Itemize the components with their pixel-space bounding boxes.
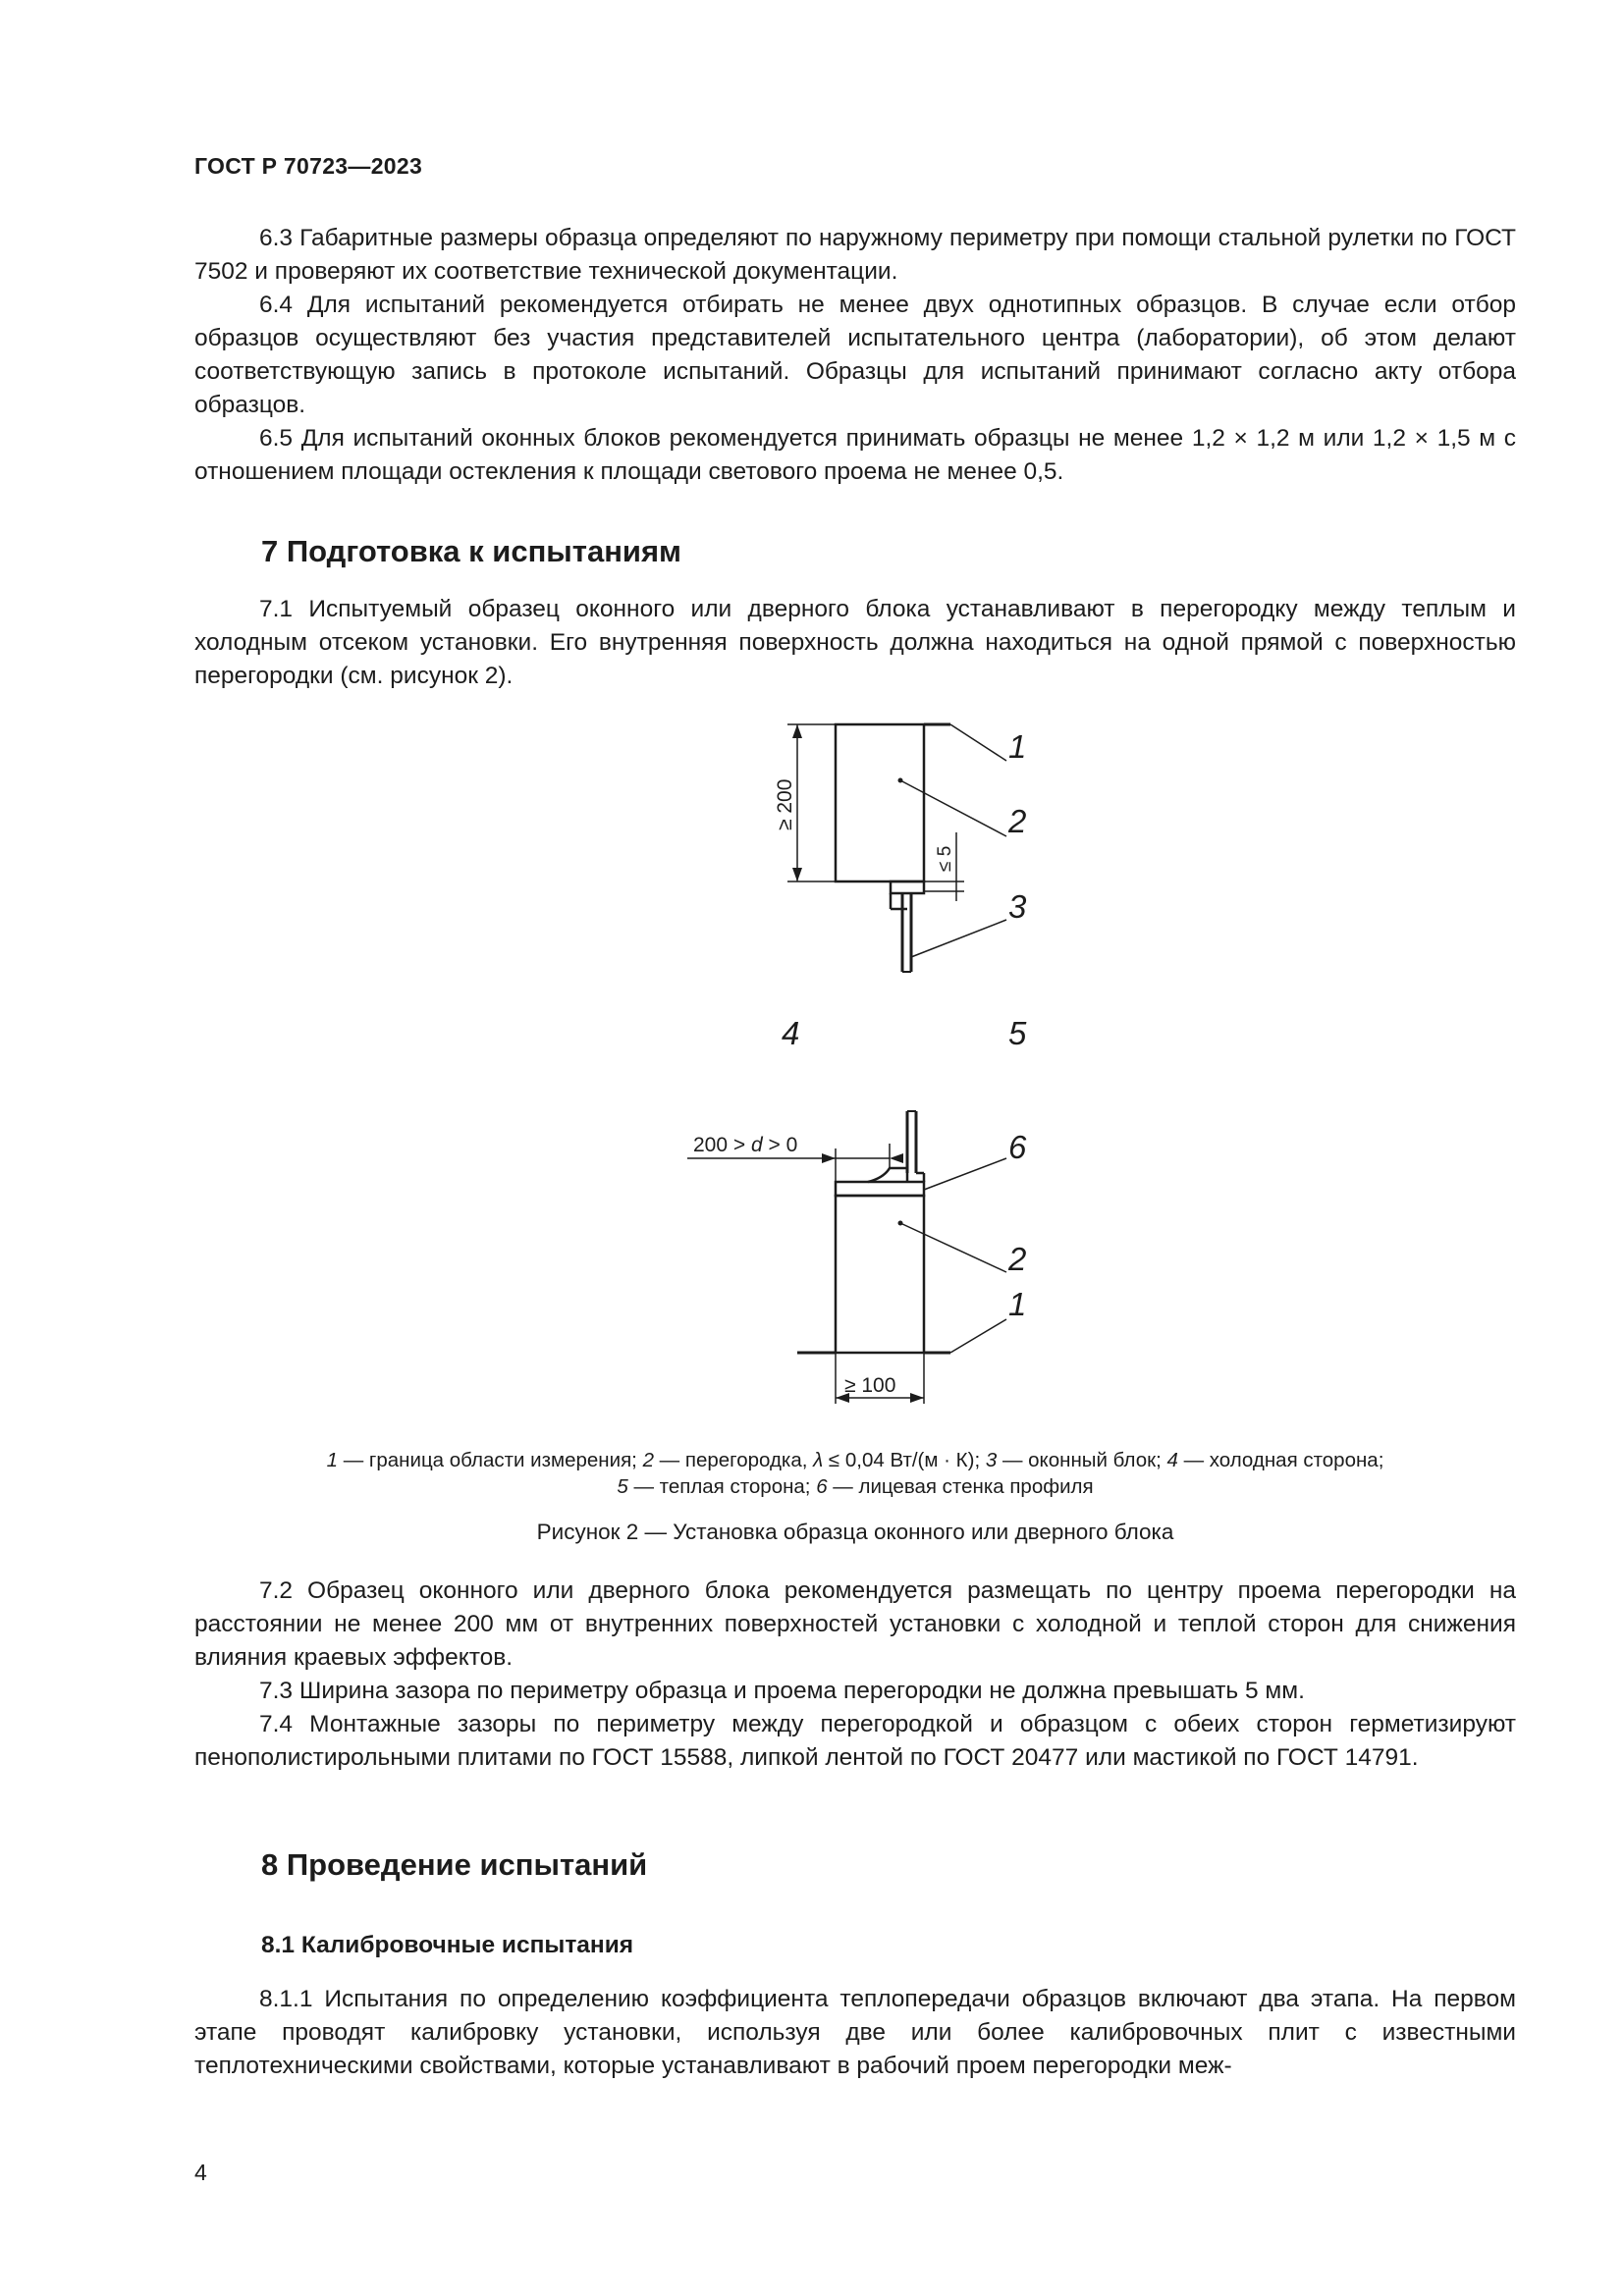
leader-6	[924, 1158, 1006, 1190]
leader-1-top	[950, 724, 1006, 761]
label-1-top: 1	[1008, 728, 1027, 765]
leader-1-bottom	[950, 1319, 1006, 1353]
label-6: 6	[1008, 1129, 1027, 1165]
page-number: 4	[194, 2160, 207, 2185]
label-1-bottom: 1	[1008, 1286, 1027, 1322]
label-4: 4	[782, 1015, 800, 1051]
paragraph-8-1-1: 8.1.1 Испытания по определению коэффициента теплопередачи образцов включают два этапа. На первом этапе проводят калибровку установки, используя две или более калибровочных плит с известными теплотехническими свойствами, которые устанавливают в рабочий проем перегородки меж-	[194, 1986, 1516, 2079]
section-7-heading: 7 Подготовка к испытаниям	[261, 534, 681, 568]
dim-d-label: 200 > d > 0	[693, 1134, 798, 1156]
label-2-bottom: 2	[1008, 1241, 1027, 1277]
label-2-top: 2	[1008, 803, 1027, 839]
dim-width-label: ≥ 100	[844, 1374, 896, 1397]
section-7-continued	[194, 1575, 1516, 1775]
partition-upper	[836, 724, 924, 881]
label-5: 5	[1008, 1015, 1027, 1051]
paragraph-7-2: 7.2 Образец оконного или дверного блока рекомендуется размещать по центру проема перегородки на расстоянии не менее 200 мм от внутренних поверхностей установки с холодной и теплой сторон для снижения влияния краевых эффектов.	[194, 1577, 1516, 1671]
leader-2-top	[900, 780, 1006, 836]
document-code: ГОСТ Р 70723—2023	[194, 153, 423, 179]
dim-gap-label: ≤ 5	[935, 845, 955, 872]
section-8-heading: 8 Проведение испытаний	[261, 1847, 648, 1882]
paragraph-7-3: 7.3 Ширина зазора по периметру образца и проема перегородки не должна превышать 5 мм.	[259, 1678, 1305, 1704]
figure-caption: Рисунок 2 — Установка образца оконного или дверного блока	[536, 1520, 1174, 1544]
subsection-8-1-heading: 8.1 Калибровочные испытания	[261, 1932, 634, 1958]
paragraph-6-5: 6.5 Для испытаний оконных блоков рекомендуется принимать образцы не менее 1,2 × 1,2 м или 1,2 × 1,5 м с отношением площади остекления к площади светового проема не менее 0,5.	[194, 425, 1516, 485]
dim-height-label: ≥ 200	[774, 778, 796, 830]
label-3: 3	[1008, 888, 1027, 925]
partition-lower	[836, 1196, 924, 1353]
leader-2-bottom	[900, 1223, 1006, 1272]
paragraph-7-1: 7.1 Испытуемый образец оконного или дверного блока устанавливают в перегородку между теплым и холодным отсеком установки. Его внутренняя поверхность должна находиться на одной прямой с поверхностью перегородки (см. рисунок 2).	[194, 596, 1516, 689]
figure-legend: 1 — граница области измерения; 2 — перегородка, λ ≤ 0,04 Вт/(м · К); 3 — оконный блок; 4 — холодная сторона; 5 — теплая сторона; 6 — лицевая стенка профиля	[326, 1449, 1384, 1498]
leader-3	[911, 920, 1006, 957]
paragraph-7-4: 7.4 Монтажные зазоры по периметру между перегородкой и образцом с обеих сторон герметизируют пенополистирольными плитами по ГОСТ 15588, липкой лентой по ГОСТ 20477 или мастикой по ГОСТ 14791.	[194, 1711, 1516, 1771]
window-profile-upper	[891, 881, 924, 893]
paragraph-6-3: 6.3 Габаритные размеры образца определяют по наружному периметру при помощи стальной рулетки по ГОСТ 7502 и проверяют их соответствие технической документации.	[194, 225, 1516, 285]
section-8-paragraphs	[194, 1983, 1516, 2083]
paragraph-6-4: 6.4 Для испытаний рекомендуется отбирать не менее двух однотипных образцов. В случае если отбор образцов осуществляют без участия представителей испытательного центра (лаборатории), об этом делают соответствующую запись в протоколе испытаний. Образцы для испытаний принимают согласно акту отбора образцов.	[194, 292, 1516, 418]
profile-face-wall	[836, 1182, 924, 1196]
